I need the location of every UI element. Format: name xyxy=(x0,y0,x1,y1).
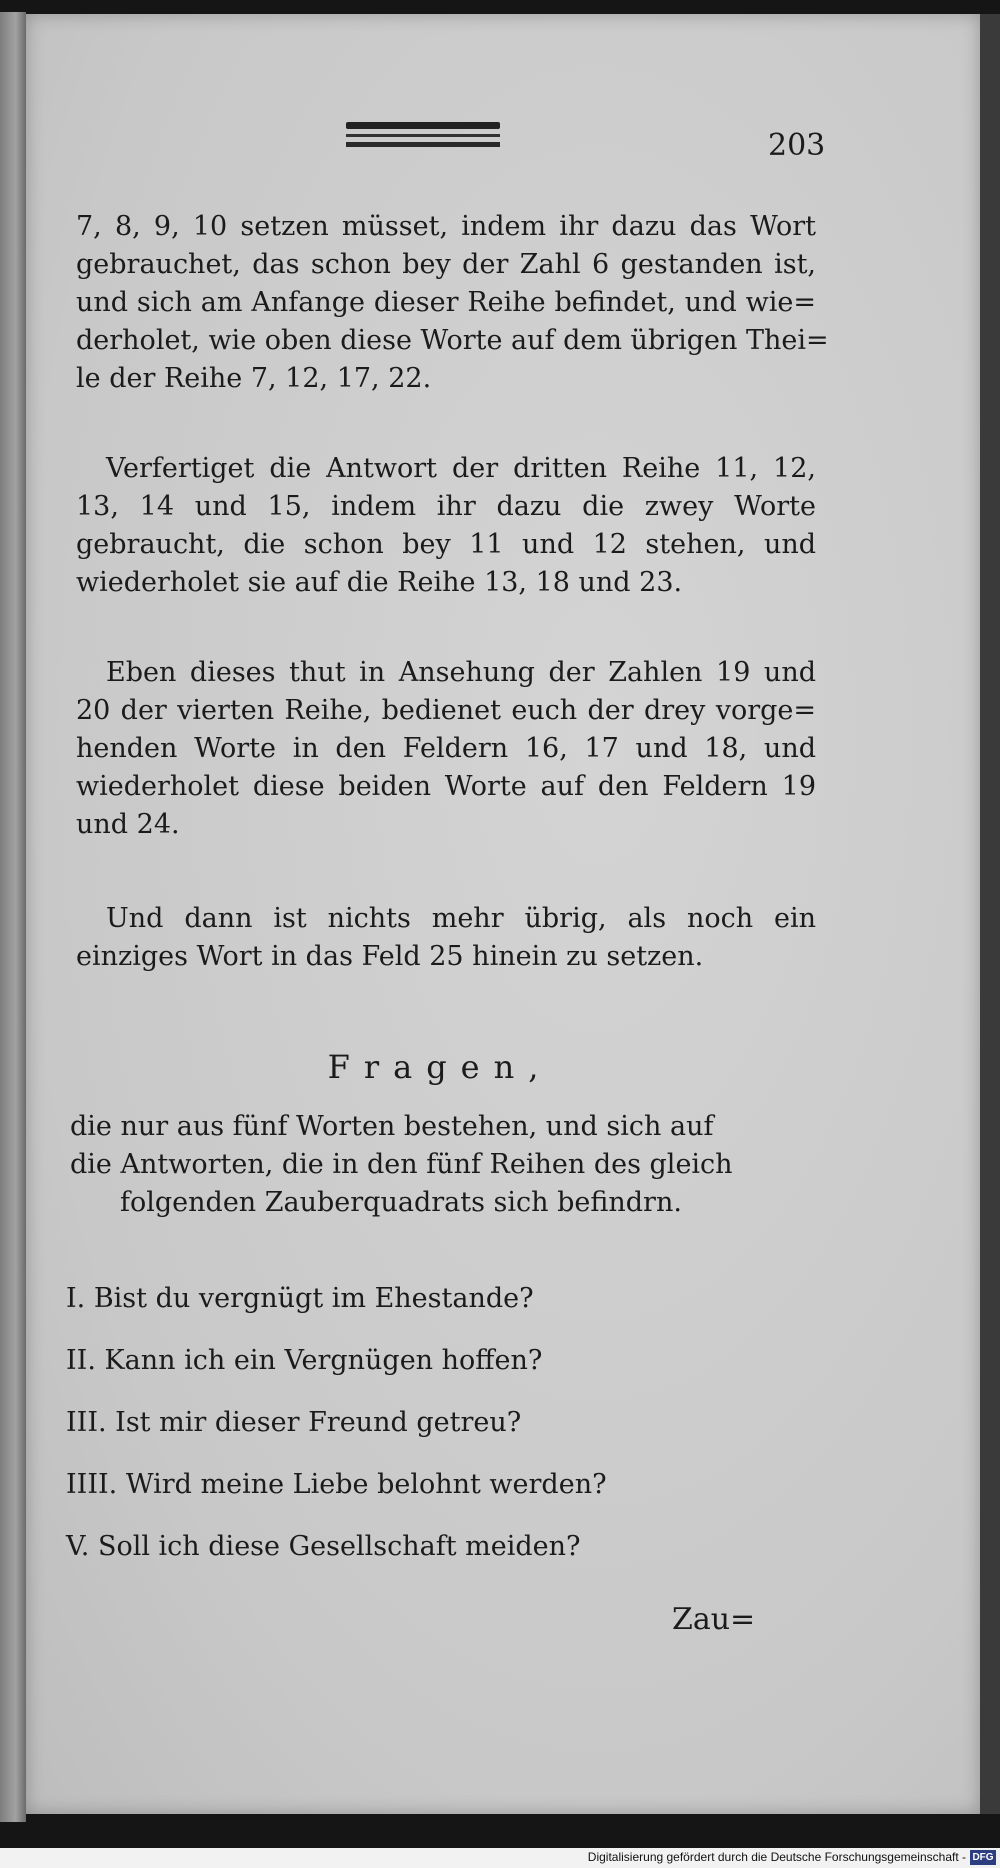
digitization-footer xyxy=(0,1848,1000,1868)
left-page-edge xyxy=(0,12,26,1822)
paragraph-2 xyxy=(76,450,816,602)
text-line: henden Worte in den Feldern 16, 17 und 18, und xyxy=(76,733,816,764)
paragraph-3 xyxy=(76,654,816,844)
section-heading: Fragen, xyxy=(327,1048,553,1086)
text-line: Eben dieses thut in Ansehung der Zahlen 19 und xyxy=(106,657,816,688)
text-line: Und dann ist nichts mehr übrig, als noch ein xyxy=(106,903,816,934)
right-scan-strip xyxy=(980,14,1000,1814)
text-line: le der Reihe 7, 12, 17, 22. xyxy=(76,363,432,394)
text-line: gebraucht, die schon bey 11 und 12 stehen, und xyxy=(76,529,816,560)
question-item: I. Bist du vergnügt im Ehestande? xyxy=(66,1283,534,1314)
header-ornament xyxy=(346,116,500,152)
catchword: Zau= xyxy=(672,1602,756,1637)
text-line: einziges Wort in das Feld 25 hinein zu setzen. xyxy=(76,941,704,972)
question-list xyxy=(66,1268,766,1578)
text-line: gebrauchet, das schon bey der Zahl 6 gestanden ist, xyxy=(76,249,816,280)
subheading-line: die Antworten, die in den fünf Reihen des gleich xyxy=(70,1149,733,1180)
paragraph-1 xyxy=(76,208,829,398)
subheading-line: folgenden Zauberquadrats sich befindrn. xyxy=(120,1187,682,1218)
text-line: und 24. xyxy=(76,809,180,840)
subheading-line: die nur aus fünf Worten bestehen, und sich auf xyxy=(70,1111,714,1142)
text-line: 20 der vierten Reihe, bedienet euch der drey vorge= xyxy=(76,695,816,726)
question-item: III. Ist mir dieser Freund getreu? xyxy=(66,1407,522,1438)
text-line: und sich am Anfange dieser Reihe befindet, und wie= xyxy=(76,287,816,318)
dfg-logo: DFG xyxy=(970,1850,996,1865)
text-line: Verfertiget die Antwort der dritten Reihe 11, 12, xyxy=(106,453,816,484)
text-line: 13, 14 und 15, indem ihr dazu die zwey Worte xyxy=(76,491,816,522)
text-line: 7, 8, 9, 10 setzen müsset, indem ihr dazu das Wort xyxy=(76,211,816,242)
text-line: wiederholet diese beiden Worte auf den Feldern 19 xyxy=(76,771,816,802)
text-line: derholet, wie oben diese Worte auf dem übrigen Thei= xyxy=(76,325,829,356)
text-line: wiederholet sie auf die Reihe 13, 18 und 23. xyxy=(76,567,683,598)
paragraph-4 xyxy=(76,900,816,976)
footer-credit: Digitalisierung gefördert durch die Deutsche Forschungsgemeinschaft - xyxy=(587,1850,966,1864)
page-number: 203 xyxy=(768,128,826,163)
section-subheading xyxy=(70,1108,830,1222)
question-item: V. Soll ich diese Gesellschaft meiden? xyxy=(66,1531,581,1562)
question-item: IIII. Wird meine Liebe belohnt werden? xyxy=(66,1469,607,1500)
question-item: II. Kann ich ein Vergnügen hoffen? xyxy=(66,1345,543,1376)
